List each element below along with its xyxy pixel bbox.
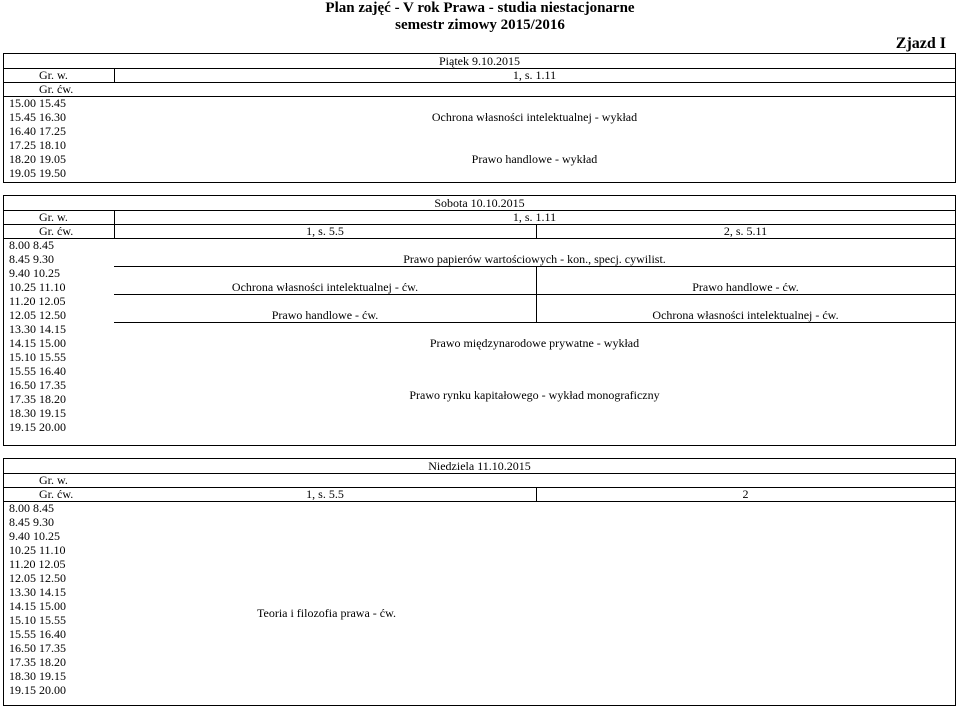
friday-lecture-2: Prawo handlowe - wykład <box>471 152 598 166</box>
saturday-time-row: 17.35 18.20 <box>9 392 66 406</box>
friday-time-row: 19.05 19.50 <box>9 166 66 180</box>
saturday-table <box>3 195 956 446</box>
sunday-session-1: Teoria i filozofia prawa - ćw. <box>257 606 396 620</box>
sunday-time-row: 16.50 17.35 <box>9 641 66 655</box>
friday-gr-w-label: Gr. w. <box>39 68 68 82</box>
sunday-gr-w-label: Gr. w. <box>39 473 68 487</box>
saturday-time-row: 14.15 15.00 <box>9 336 66 350</box>
saturday-time-row: 19.15 20.00 <box>9 420 66 434</box>
saturday-session-2a: Ochrona własności intelektualnej - ćw. <box>231 280 419 294</box>
saturday-time-row: 9.40 10.25 <box>9 266 60 280</box>
sunday-gr-cw-2: 2 <box>742 487 749 501</box>
saturday-time-row: 15.55 16.40 <box>9 364 66 378</box>
sunday-gr-cw-label: Gr. ćw. <box>39 487 74 501</box>
sunday-time-row: 19.15 20.00 <box>9 683 66 697</box>
sunday-time-row: 15.10 15.55 <box>9 613 66 627</box>
saturday-time-row: 12.05 12.50 <box>9 308 66 322</box>
saturday-session-4: Prawo międzynarodowe prywatne - wykład <box>429 336 640 350</box>
sunday-time-row: 15.55 16.40 <box>9 627 66 641</box>
friday-table <box>3 53 956 183</box>
sunday-time-row: 10.25 11.10 <box>9 543 66 557</box>
saturday-time-row: 10.25 11.10 <box>9 280 66 294</box>
sunday-time-row: 13.30 14.15 <box>9 585 66 599</box>
sunday-time-row: 8.45 9.30 <box>9 515 54 529</box>
sunday-header: Niedziela 11.10.2015 <box>428 459 531 473</box>
friday-time-row: 17.25 18.10 <box>9 138 66 152</box>
saturday-gr-w-value: 1, s. 1.11 <box>512 210 557 224</box>
friday-time-row: 15.45 16.30 <box>9 110 66 124</box>
page-subtitle: semestr zimowy 2015/2016 <box>395 17 565 33</box>
saturday-gr-w-label: Gr. w. <box>39 210 68 224</box>
sunday-time-row: 17.35 18.20 <box>9 655 66 669</box>
friday-lecture-1: Ochrona własności intelektualnej - wykład <box>431 110 638 124</box>
sunday-gr-cw-1: 1, s. 5.5 <box>306 487 344 501</box>
saturday-time-row: 13.30 14.15 <box>9 322 66 336</box>
saturday-gr-cw-label: Gr. ćw. <box>39 224 74 238</box>
saturday-header: Sobota 10.10.2015 <box>434 196 525 210</box>
saturday-time-row: 8.00 8.45 <box>9 238 54 252</box>
friday-time-row: 16.40 17.25 <box>9 124 66 138</box>
friday-time-row: 15.00 15.45 <box>9 96 66 110</box>
saturday-time-row: 16.50 17.35 <box>9 378 66 392</box>
saturday-gr-cw-1: 1, s. 5.5 <box>306 224 344 238</box>
saturday-time-row: 11.20 12.05 <box>9 294 66 308</box>
sunday-time-row: 14.15 15.00 <box>9 599 66 613</box>
saturday-time-row: 15.10 15.55 <box>9 350 66 364</box>
sunday-table <box>3 458 956 706</box>
sunday-time-row: 12.05 12.50 <box>9 571 66 585</box>
sunday-time-row: 8.00 8.45 <box>9 501 54 515</box>
saturday-time-row: 8.45 9.30 <box>9 252 54 266</box>
saturday-session-5: Prawo rynku kapitałowego - wykład monograficzny <box>409 388 660 402</box>
saturday-gr-cw-2: 2, s. 5.11 <box>723 224 768 238</box>
saturday-session-3b: Ochrona własności intelektualnej - ćw. <box>652 308 839 322</box>
friday-gr-w-value: 1, s. 1.11 <box>512 68 557 82</box>
sunday-time-row: 18.30 19.15 <box>9 669 66 683</box>
friday-gr-cw-label: Gr. ćw. <box>39 82 74 96</box>
sunday-time-row: 11.20 12.05 <box>9 557 66 571</box>
zjazd-label: Zjazd I <box>895 35 946 52</box>
saturday-session-2b: Prawo handlowe - ćw. <box>692 280 799 294</box>
friday-header: Piątek 9.10.2015 <box>439 54 520 68</box>
sunday-time-row: 9.40 10.25 <box>9 529 60 543</box>
saturday-time-row: 18.30 19.15 <box>9 406 66 420</box>
saturday-session-1: Prawo papierów wartościowych - kon., specj. cywilist. <box>403 252 666 266</box>
saturday-session-3a: Prawo handlowe - ćw. <box>271 308 379 322</box>
friday-time-row: 18.20 19.05 <box>9 152 66 166</box>
page-title: Plan zajęć - V rok Prawa - studia niestacjonarne <box>325 0 635 16</box>
